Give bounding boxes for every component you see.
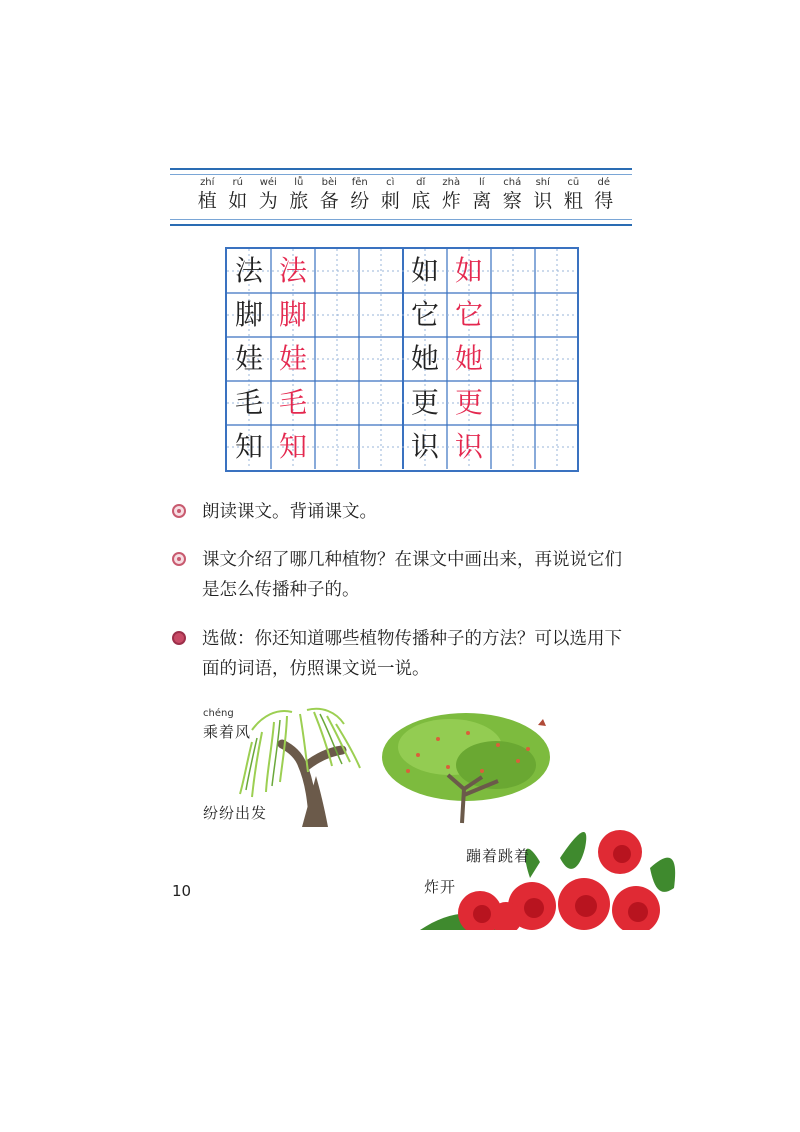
model-character: 她 bbox=[410, 342, 439, 375]
vocab-pinyin: zhà bbox=[442, 177, 461, 188]
vocab-item bbox=[345, 177, 376, 213]
model-character: 脚 bbox=[234, 298, 263, 331]
vocab-hanzi: 离 bbox=[472, 190, 492, 212]
phrase-set-off: 纷纷出发 bbox=[203, 804, 268, 822]
vocab-item bbox=[467, 177, 498, 213]
trace-character: 知 bbox=[278, 430, 307, 463]
exercise-bullet-icon bbox=[172, 504, 186, 518]
vocab-hanzi: 备 bbox=[319, 190, 339, 212]
flowers-illustration bbox=[410, 818, 680, 930]
vocab-pinyin: lí bbox=[478, 177, 485, 188]
model-character: 毛 bbox=[234, 386, 263, 419]
trace-character: 更 bbox=[454, 386, 483, 419]
vocab-pinyin: dǐ bbox=[416, 177, 426, 188]
vocab-item bbox=[497, 177, 528, 213]
vocab-hanzi: 为 bbox=[258, 190, 278, 212]
vocab-pinyin: lǚ bbox=[294, 177, 304, 188]
vocab-item bbox=[589, 177, 620, 213]
trace-character: 它 bbox=[454, 298, 483, 331]
vocab-item bbox=[406, 177, 437, 213]
phrase-bounce: 蹦着跳着 bbox=[466, 847, 531, 865]
model-character: 识 bbox=[410, 430, 439, 463]
page-number: 10 bbox=[172, 882, 192, 900]
vocab-item bbox=[528, 177, 559, 213]
model-character: 更 bbox=[410, 386, 439, 419]
vocab-item bbox=[223, 177, 254, 213]
vocab-item bbox=[284, 177, 315, 213]
vocab-item bbox=[192, 177, 223, 213]
exercise-1 bbox=[172, 497, 632, 527]
trace-character: 如 bbox=[454, 254, 483, 287]
vocab-pinyin: wéi bbox=[259, 177, 277, 188]
trace-character: 毛 bbox=[278, 386, 307, 419]
model-character: 娃 bbox=[234, 342, 263, 375]
exercise-3 bbox=[172, 624, 632, 684]
phrase-pinyin: chéng bbox=[203, 708, 234, 719]
trace-character: 娃 bbox=[278, 342, 307, 375]
phrase-burst: 炸开 bbox=[424, 878, 457, 896]
vocab-pinyin: rú bbox=[232, 177, 243, 188]
vocab-hanzi: 炸 bbox=[441, 190, 461, 212]
trace-character: 法 bbox=[278, 254, 307, 287]
vocab-item bbox=[558, 177, 589, 213]
model-character: 它 bbox=[410, 298, 439, 331]
model-character: 知 bbox=[234, 430, 263, 463]
vocab-item bbox=[314, 177, 345, 213]
writing-practice-grid bbox=[225, 247, 579, 472]
vocab-hanzi: 刺 bbox=[380, 190, 400, 212]
phrase-ride-wind: 乘着风 bbox=[203, 723, 252, 741]
vocab-hanzi: 如 bbox=[228, 190, 248, 212]
vocab-pinyin: fēn bbox=[351, 177, 368, 188]
vocab-pinyin: chá bbox=[503, 177, 522, 188]
vocab-item bbox=[375, 177, 406, 213]
vocabulary-row bbox=[192, 177, 619, 213]
vocab-hanzi: 得 bbox=[594, 190, 614, 212]
vocab-item bbox=[436, 177, 467, 213]
vocab-pinyin: dé bbox=[597, 177, 610, 188]
trace-character: 识 bbox=[454, 430, 483, 463]
vocab-hanzi: 旅 bbox=[289, 190, 309, 212]
vocab-hanzi: 识 bbox=[533, 190, 553, 212]
optional-exercise-bullet-icon bbox=[172, 631, 186, 645]
vocab-pinyin: cū bbox=[567, 177, 580, 188]
vocab-pinyin: bèi bbox=[321, 177, 337, 188]
model-character: 法 bbox=[234, 254, 263, 287]
model-character: 如 bbox=[410, 254, 439, 287]
exercise-bullet-icon bbox=[172, 552, 186, 566]
exercise-1-text: 朗读课文。背诵课文。 bbox=[202, 502, 377, 522]
exercise-3-text: 选做：你还知道哪些植物传播种子的方法？可以选用下面的词语，仿照课文说一说。 bbox=[202, 629, 622, 679]
vocab-hanzi: 粗 bbox=[563, 190, 583, 212]
vocab-hanzi: 察 bbox=[502, 190, 522, 212]
vocab-hanzi: 植 bbox=[197, 190, 217, 212]
vocab-hanzi: 底 bbox=[411, 190, 431, 212]
vocab-pinyin: cì bbox=[386, 177, 395, 188]
exercise-2-text: 课文介绍了哪几种植物？在课文中画出来，再说说它们是怎么传播种子的。 bbox=[202, 550, 622, 600]
exercise-2 bbox=[172, 545, 632, 605]
round-tree-illustration bbox=[378, 705, 553, 825]
vocabulary-band bbox=[170, 168, 632, 226]
vocab-hanzi: 纷 bbox=[350, 190, 370, 212]
vocab-item bbox=[253, 177, 284, 213]
vocab-pinyin: zhí bbox=[200, 177, 215, 188]
trace-character: 脚 bbox=[278, 298, 307, 331]
trace-character: 她 bbox=[454, 342, 483, 375]
vocab-pinyin: shí bbox=[535, 177, 550, 188]
